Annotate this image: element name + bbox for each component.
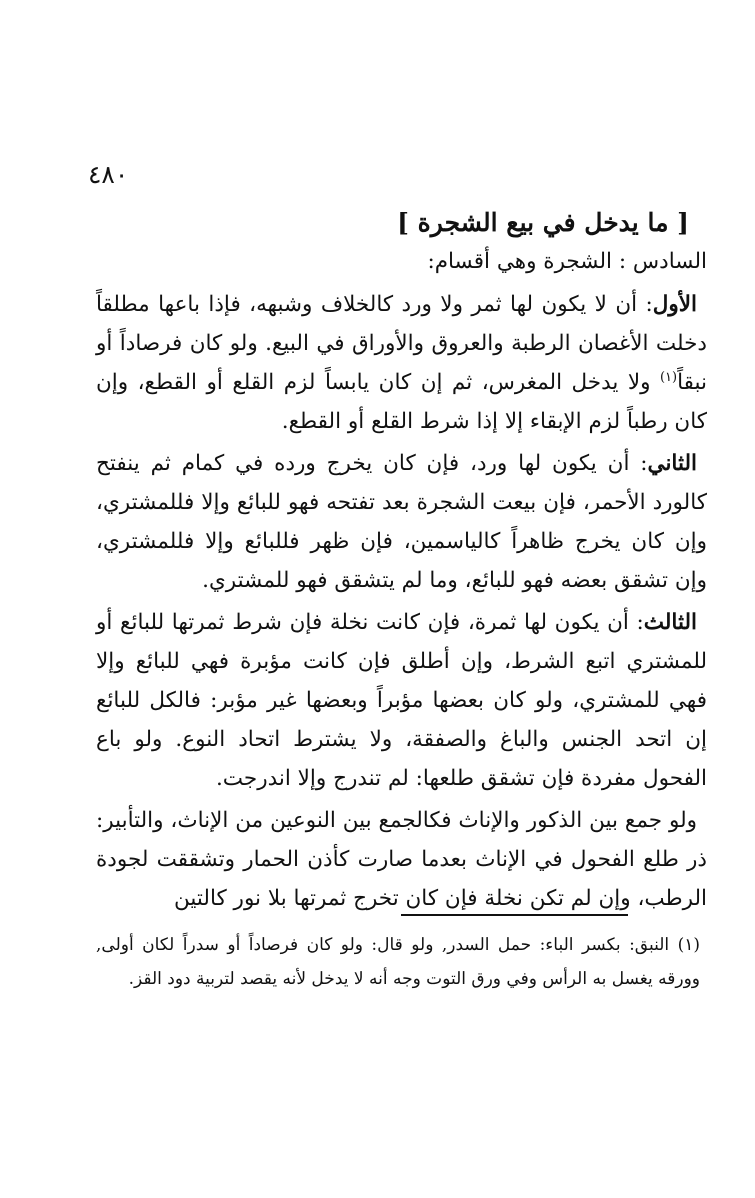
paragraph-text: : أن يكون لها ورد، فإن كان يخرج ورده في كمام ثم ينفتح كالورد الأحمر، فإن بيعت الشجرة بعد تفتحه فهو للبائع وإلا فللمشتري، وإن كان يخرج ظاهراً كالياسمين، فإن ظهر فللبائع وإلا فللمشتري، وإن تشقق بعضه فهو للبائع، وما لم يتشقق فهو للمشتري. <box>96 451 707 593</box>
paragraph-text: : أن يكون لها ثمرة، فإن كانت نخلة فإن شرط ثمرتها للبائع أو للمشتري اتبع الشرط، وإن أطلق فإن كانت مؤبرة فهي للبائع وإلا فهي للمشتري، ولو كان بعضها مؤبراً وبعضها غير مؤبر: فالكل للبائع إن اتحد الجنس والباغ والصفقة، ولا يشترط اتحاد النوع. ولو باع الفحول مفردة فإن تشقق طلعها: لم تندرج وإلا اندرجت. <box>96 610 707 791</box>
paragraph-text: ولو جمع بين الذكور والإناث فكالجمع بين النوعين من الإناث، والتأبير: ذر طلع الفحول في الإناث بعدما صارت كأذن الحمار وتشققت لجودة الرطب، وإن لم تكن نخلة فإن كان تخرج ثمرتها بلا نور كالتين <box>96 808 707 911</box>
paragraph-lead: الأول <box>652 292 697 317</box>
section-intro: السادس : الشجرة وهي أقسام: <box>427 249 707 274</box>
paragraph-first <box>96 285 707 441</box>
main-text <box>96 203 707 918</box>
paragraph-third <box>96 603 707 798</box>
page-number: ٤٨٠ <box>88 160 129 189</box>
footnote: (١) النبق: بكسر الباء: حمل السدر, ولو قال: ولو كان فرصاداً أو سدراً لكان أولى, وورقه يغسل به الرأس وفي ورق التوت وجه أنه لا يدخل لأنه يقصد لتربية دود القز. <box>96 935 700 989</box>
paragraph-lead: الثاني <box>647 451 697 476</box>
paragraph-text: ولا يدخل المغرس، ثم إن كان يابساً لزم القلع أو القطع، وإن كان رطباً لزم الإبقاء إلا إذا شرط القلع أو القطع. <box>96 370 707 434</box>
section-heading: [ ما يدخل في بيع الشجرة ] <box>397 208 689 237</box>
footnote-divider <box>401 914 628 916</box>
footnote-marker[interactable]: (١) <box>659 369 678 385</box>
paragraph-fourth <box>96 801 707 918</box>
paragraph-lead: الثالث <box>643 610 697 635</box>
paragraph-second <box>96 444 707 600</box>
paragraph-text: : أن لا يكون لها ثمر ولا ورد كالخلاف وشبهه، فإذا باعها مطلقاً دخلت الأغصان الرطبة والعروق والأوراق في البيع. ولو كان فرصاداً أو نبقاً <box>96 292 707 395</box>
